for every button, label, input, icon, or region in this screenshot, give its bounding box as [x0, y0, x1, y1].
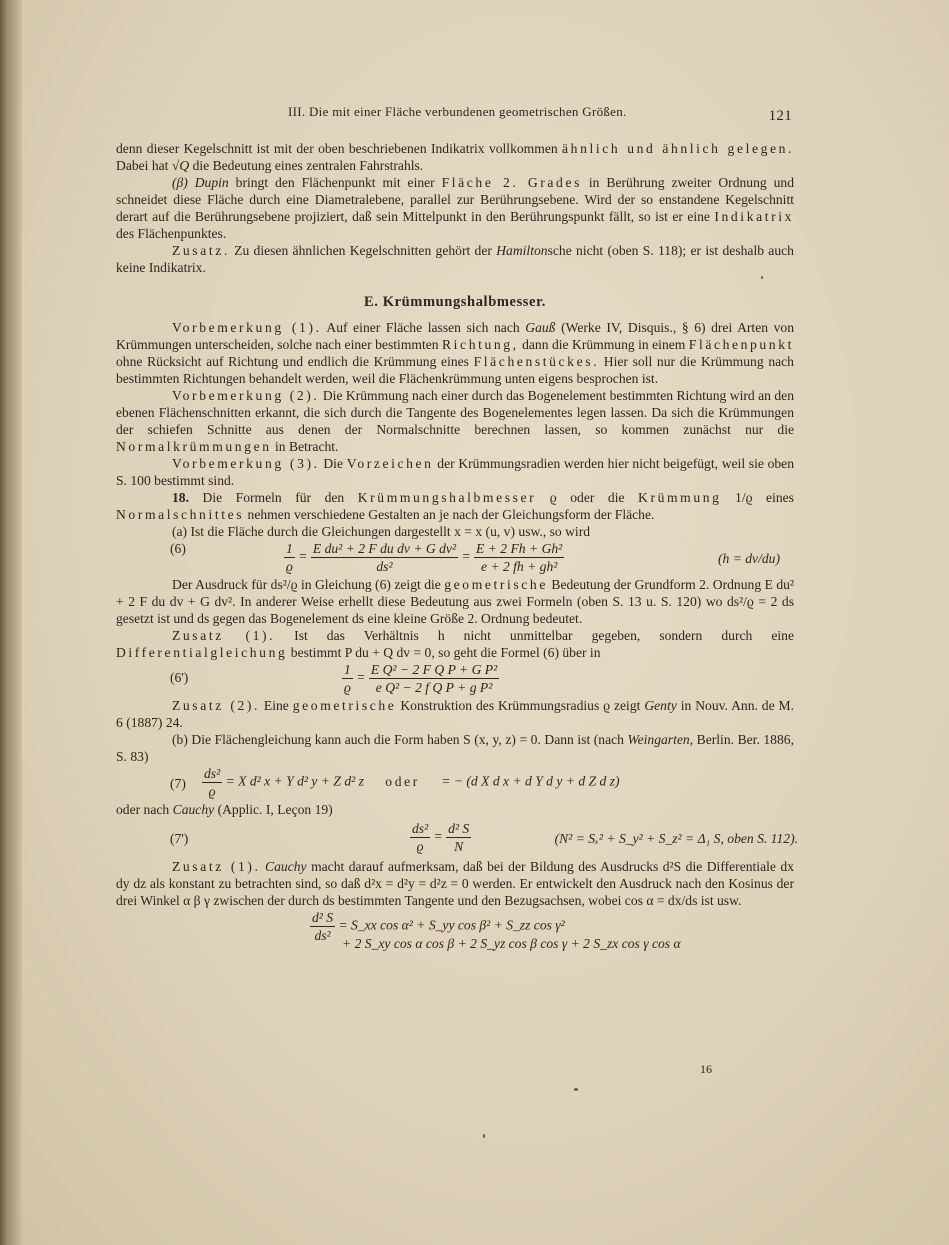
text: ohne Rücksicht auf Richtung und endlich die Krümmung eines — [116, 354, 469, 369]
fraction — [202, 765, 222, 800]
equation-label: (6) — [170, 541, 186, 556]
spaced-text: Vorzeichen — [346, 456, 434, 471]
denominator: ϱ — [416, 839, 424, 854]
numerator: 1 — [342, 661, 353, 679]
equation-label: (7) — [170, 776, 186, 791]
text: (b) Die Flächengleichung kann auch die Form haben S (x, y, z) = 0. Dann ist (nach — [172, 732, 624, 747]
equation-note: (h = dv/du) — [717, 551, 780, 566]
text: die Bedeutung eines zentralen Fahrstrahls. — [192, 158, 424, 173]
spaced-text: Vorbemerkung (2). — [172, 388, 320, 403]
paragraph: (a) Ist die Fläche durch die Gleichungen dargestellt x = x (u, v) usw., so wird — [172, 524, 591, 539]
spaced-text: ähnlich und ähnlich gelegen. — [562, 141, 795, 156]
paragraph — [116, 387, 794, 455]
signature-mark: 16 — [700, 1062, 712, 1076]
text: in Betracht. — [275, 439, 339, 454]
numerator: d² S — [312, 910, 334, 925]
equation-line: = S_xx cos α² + S_yy cos β² + S_zz cos γ² — [338, 917, 565, 933]
fraction — [369, 661, 499, 696]
equation-final — [116, 909, 794, 953]
equation-body — [202, 765, 620, 800]
spaced-text: Krümmung — [638, 490, 722, 505]
equation-alt: = − (d X d x + d Y d y + d Z d z) — [441, 773, 620, 789]
numerator: E du² + 2 F du dv + G dv² — [312, 541, 457, 556]
text: in Berührung zweiter Ordnung und schneidet diese Fläche durch eine Diametralebene, parallel zur Berührungsebene. Wird der so enstandene Kegelschnitt derart auf die Berührungsebene projiziert, daß sein Mittelpunkt in den Berührungspunkt fällt, so ist er eine — [116, 175, 794, 224]
section-title: E. Krümmungshalbmesser. — [363, 294, 547, 310]
paragraph — [116, 242, 794, 276]
numerator: d² S — [448, 821, 470, 836]
equation-body: $\frac{1}{ϱ}$ = $\frac{\text{E Q² − 2 F Q P + G P²}}{\text{e Q² − 2 f Q P + g P²}}$ — [344, 662, 498, 695]
spaced-text: Differentialgleichung — [116, 645, 288, 660]
denominator: ϱ — [286, 559, 293, 574]
equation-rhs: = X d² x + Y d² y + Z d² z — [225, 773, 364, 789]
text: nehmen verschiedene Gestalten an je nach der Gleichungsform der Fläche. — [247, 507, 655, 522]
spaced-text: Flächenpunkt — [688, 337, 794, 352]
paragraph — [116, 858, 794, 909]
text: ϱ oder die — [549, 490, 625, 505]
spaced-text: Richtung, — [442, 337, 519, 352]
fraction — [410, 820, 430, 855]
spaced-text: Zusatz (1). — [172, 859, 261, 874]
text: des Flächenpunktes. — [116, 226, 227, 241]
equation-line: + 2 S_xy cos α cos β + 2 S_yz cos β cos γ + 2 S_zx cos γ cos α — [342, 936, 681, 951]
equation-body: $\frac{1}{ϱ}$ = $\frac{\text{E du² + 2 F du dv + G dv²}}{\text{ds²}}$ = $\frac{\text{E + 2 Fh + Gh²}}{\text{e + 2 fh + gh²}}$ — [286, 541, 563, 574]
denominator: ds² — [376, 559, 393, 574]
equation-label: (7') — [170, 831, 189, 846]
fraction — [311, 540, 458, 575]
text: dann die Krümmung in einem — [522, 337, 686, 352]
text: bestimmt P du + Q dv = 0, so geht die Formel (6) über in — [290, 645, 601, 660]
text: Zu diesen ähnlichen Kegelschnitten gehört der — [234, 243, 492, 258]
spaced-text: Zusatz. — [172, 243, 230, 258]
spaced-text: Indikatrix — [714, 209, 794, 224]
spaced-text: Flächenstückes. — [473, 354, 600, 369]
text: Die Krümmung nach einer durch das Bogenelement bestimmten Richtung wird an den ebenen Flächenschnitten erkannt, die sich durch die Tangente des Bogenelementes legen lassen. Da sich die Krümmungen der schiefen Schnitte aus denen der Normalschnitte berechnen lassen, so kommen zunächst nur die — [116, 388, 794, 437]
denominator: N — [454, 839, 464, 854]
spaced-text: Normalkrümmungen — [116, 439, 272, 454]
text: in Nouv. Ann. de M. 6 (1887) 24. — [116, 698, 795, 730]
fraction — [310, 909, 335, 944]
text: Der Ausdruck für ds²/ϱ in Gleichung (6) zeigt die — [172, 577, 441, 592]
text: Dabei hat — [116, 158, 169, 173]
equation-6 — [116, 540, 794, 576]
section-number: 18. — [172, 490, 189, 505]
math: √Q — [171, 158, 190, 173]
text: Auf einer Fläche lassen sich nach — [326, 320, 520, 335]
italic-text: Genty — [644, 698, 677, 713]
spaced-text: Zusatz (2). — [172, 698, 260, 713]
paper-spot — [574, 1088, 578, 1091]
spaced-text: Normalschnittes — [116, 507, 245, 522]
paper-spot — [761, 276, 763, 279]
text: (Werke IV, Disquis., § 6) drei Arten von Krümmungen unterscheiden, solche nach einer bestimmten — [116, 320, 795, 352]
spaced-text: Krümmungshalbmesser — [357, 490, 537, 505]
text: (Applic. I, Leçon 19) — [217, 802, 333, 817]
text: macht darauf aufmerksam, daß bei der Bildung des Ausdrucks d²S die Differentiale dx dy dz als konstant zu betrachten sind, so daß d²x = d²y = d²z = 0 werden. Er entwickelt den Ausdruck nach den Kosinus der drei Winkel α β γ zwischen der durch ds bestimmten Tangente und den Bezugsachsen, wobei cos α = dx/ds ist usw. — [116, 859, 794, 908]
paragraph — [116, 697, 794, 731]
denominator: e + 2 fh + gh² — [480, 559, 558, 574]
equation-7 — [116, 765, 794, 801]
text: Konstruktion des Krümmungsradius ϱ zeigt — [400, 698, 641, 713]
spaced-text: Vorbemerkung (3). — [172, 456, 320, 471]
paragraph — [116, 801, 794, 818]
denominator: ds² — [314, 928, 331, 943]
header-title: III. Die mit einer Fläche verbundenen geometrischen Größen. — [288, 104, 627, 119]
spaced-text: Vorbemerkung (1). — [172, 320, 322, 335]
text: der Krümmungsradien werden hier nicht beigefügt, weil sie oben S. 100 bestimmt sind. — [116, 456, 794, 488]
text: Ist das Verhältnis h nicht unmittelbar gegeben, sondern durch eine — [294, 628, 795, 643]
text: Die Formeln für den — [202, 490, 345, 505]
fraction — [446, 820, 471, 855]
paragraph — [116, 731, 794, 765]
italic-text: Hamilton — [496, 243, 548, 258]
text: Hier soll nur die Krümmung nach bestimmten Richtungen behandelt werden, weil die Flächenkrümmung unten eigens besprochen ist. — [116, 354, 794, 386]
italic-text: (β) Dupin — [172, 175, 229, 190]
text: oder nach — [116, 802, 170, 817]
fraction — [342, 661, 353, 696]
text: sche nicht (oben S. 118); er ist deshalb auch keine Indikatrix. — [116, 243, 794, 275]
numerator: E Q² − 2 F Q P + G P² — [370, 662, 498, 677]
numerator: ds² — [204, 766, 221, 781]
italic-text: Gauß — [525, 320, 556, 335]
page-number: 121 — [768, 108, 792, 124]
italic-text: Cauchy — [172, 802, 215, 817]
text: bringt den Flächenpunkt mit einer — [235, 175, 435, 190]
paragraph — [116, 627, 794, 661]
text: 1/ϱ eines — [735, 490, 794, 505]
binding-edge — [0, 0, 22, 1245]
equation-label: (6') — [170, 670, 189, 685]
text: Eine — [263, 698, 289, 713]
numerator: 1 — [284, 540, 295, 558]
spaced-text: geometrische — [444, 577, 548, 592]
denominator: ϱ — [208, 784, 216, 799]
paragraph — [116, 489, 794, 523]
equation-note: (N² = Sₓ² + S_y² + S_z² = Δ₁ S, oben S. 112). — [554, 831, 798, 846]
text: denn dieser Kegelschnitt ist mit der oben beschriebenen Indikatrix vollkommen — [116, 141, 558, 156]
equation-body: $\frac{\text{ds²}}{ϱ}$ = $\frac{\text{d² S}}{N}$ — [412, 821, 470, 854]
italic-text: Cauchy — [265, 859, 307, 874]
fraction — [284, 540, 295, 575]
spaced-text: Zusatz (1). — [172, 628, 276, 643]
paragraph — [116, 576, 794, 627]
paragraph — [116, 174, 794, 242]
fraction — [474, 540, 564, 575]
running-header — [288, 104, 792, 126]
denominator: e Q² − 2 f Q P + g P² — [375, 680, 493, 695]
numerator: ds² — [412, 821, 429, 836]
paper-spot — [483, 1134, 485, 1138]
spaced-text: Fläche 2. Grades — [441, 175, 582, 190]
equation-6-prime — [116, 661, 794, 697]
denominator: ϱ — [344, 680, 351, 695]
paragraph — [116, 140, 794, 174]
page-body — [116, 140, 798, 953]
paragraph — [116, 319, 794, 387]
spaced-text: geometrische — [292, 698, 397, 713]
text: Die — [323, 456, 343, 471]
text: Berlin. Ber. 1886, S. 83) — [116, 732, 794, 764]
numerator: E + 2 Fh + Gh² — [476, 541, 563, 556]
connector-word: oder — [385, 773, 420, 789]
text: Bedeutung der Grundform 2. Ordnung E du² + 2 F du dv + G dv². In anderer Weise erhellt diese Bedeutung aus zwei Formeln (oben S. 13 u. S. 120) wo ds²/ϱ = 2 ds gesetzt ist und ds gegen das Bogenelement ds eine kleine Größe 2. Ordnung bedeutet. — [116, 577, 794, 626]
italic-text: Weingarten, — [627, 732, 694, 747]
paragraph — [116, 455, 794, 489]
equation-7-prime — [116, 818, 798, 858]
